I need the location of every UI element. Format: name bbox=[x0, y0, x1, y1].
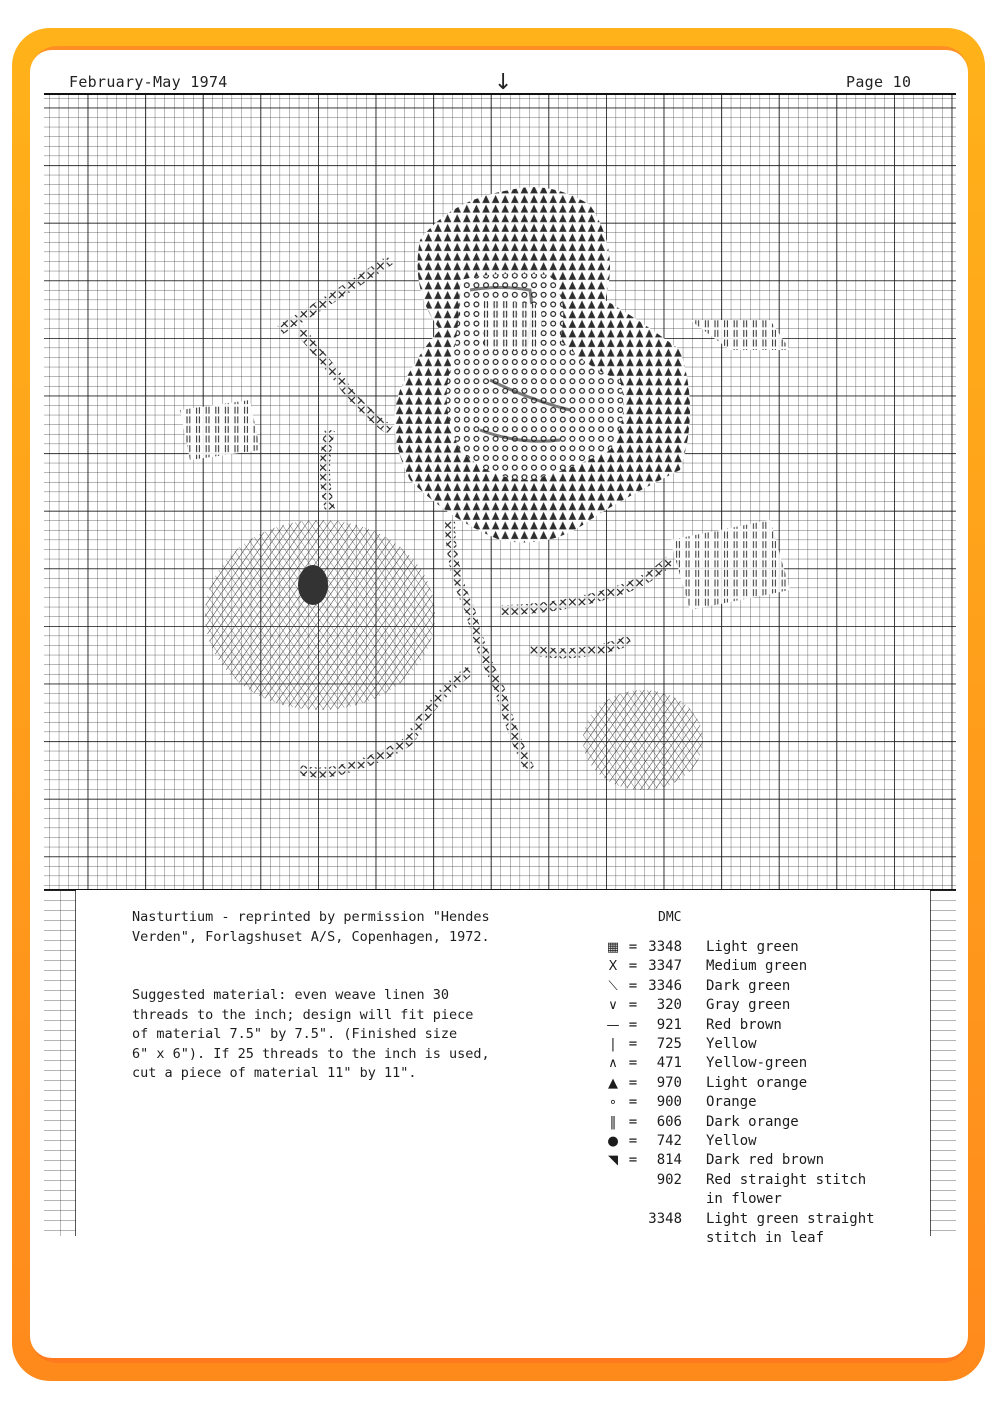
legend-row bbox=[600, 938, 940, 957]
legend-color-name: Yellow bbox=[706, 1133, 757, 1150]
scanned-page bbox=[30, 50, 968, 1358]
page-number: Page 10 bbox=[846, 73, 912, 91]
legend-color-name: Gray green bbox=[706, 997, 791, 1014]
margin-grid-left bbox=[44, 890, 76, 1236]
legend-row bbox=[600, 1035, 940, 1054]
legend-color-name: Yellow-green bbox=[706, 1055, 808, 1072]
legend-row bbox=[600, 1151, 940, 1170]
legend-dmc-code: 3346 bbox=[648, 977, 682, 994]
legend-equals: = bbox=[628, 1055, 638, 1072]
legend-dmc-code: 3347 bbox=[648, 958, 682, 975]
material-note: Suggested material: even weave linen 30 threads to the inch; design will fit piece of material 7.5" by 7.5". (Finished size 6" x 6"). If 25 threads to the inch is used, cut a piece of material 11" by 11". bbox=[132, 987, 490, 1081]
legend-equals: = bbox=[628, 1016, 638, 1033]
cross-icon: X bbox=[608, 959, 618, 975]
legend-row bbox=[600, 1113, 940, 1132]
double-bar-icon: ‖ bbox=[609, 1114, 617, 1130]
legend-row bbox=[600, 1054, 940, 1073]
dot-icon: ● bbox=[607, 1134, 619, 1150]
legend-dmc-code: 742 bbox=[656, 1133, 682, 1150]
legend-equals: = bbox=[628, 1113, 638, 1130]
legend-color-name: Light green bbox=[706, 939, 799, 955]
triangle-icon: ▲ bbox=[608, 1075, 618, 1091]
legend-equals: = bbox=[628, 958, 638, 975]
legend-row bbox=[600, 1093, 940, 1112]
legend-color-name: Dark orange bbox=[706, 1113, 799, 1130]
caret-icon: ∧ bbox=[608, 1056, 618, 1072]
legend-dmc-code: 970 bbox=[656, 1074, 682, 1091]
legend-dmc-code: 921 bbox=[656, 1016, 682, 1033]
dash-icon: — bbox=[606, 1017, 620, 1033]
legend-row bbox=[600, 1074, 940, 1093]
solid-square-icon: ▦ bbox=[606, 940, 620, 955]
legend-color-name: Red brown bbox=[706, 1016, 782, 1033]
legend-equals: = bbox=[628, 1133, 638, 1150]
legend-equals: = bbox=[628, 1152, 638, 1169]
legend-color-name: Light green straight stitch in leaf bbox=[706, 1210, 875, 1247]
legend-dmc-code: 606 bbox=[656, 1113, 682, 1130]
legend-color-name: Yellow bbox=[706, 1036, 757, 1053]
legend-equals: = bbox=[628, 1074, 638, 1091]
legend-dmc-code: 814 bbox=[656, 1152, 682, 1169]
legend-row bbox=[600, 996, 940, 1015]
legend-row bbox=[600, 957, 940, 976]
center-arrow-icon: ↓ bbox=[494, 70, 513, 95]
legend-dmc-code: 3348 bbox=[648, 939, 682, 955]
vee-icon: ∨ bbox=[608, 998, 618, 1014]
legend-heading: DMC bbox=[658, 910, 682, 925]
legend-color-name: Medium green bbox=[706, 958, 808, 975]
legend-equals: = bbox=[628, 1094, 638, 1111]
legend-color-name: Orange bbox=[706, 1094, 757, 1111]
corner-triangle-icon: ◥ bbox=[608, 1153, 618, 1169]
legend-dmc-code: 320 bbox=[656, 997, 682, 1014]
bar-icon: | bbox=[610, 1037, 616, 1053]
legend-dmc-code: 902 bbox=[656, 1171, 682, 1188]
legend-color-name: Red straight stitch in flower bbox=[706, 1171, 867, 1208]
small-circle-icon: ∘ bbox=[608, 1095, 618, 1111]
thread-legend bbox=[600, 938, 940, 1249]
legend-row bbox=[600, 1016, 940, 1035]
legend-color-name: Dark green bbox=[706, 977, 791, 994]
legend-dmc-code: 900 bbox=[656, 1094, 682, 1111]
issue-date: February-May 1974 bbox=[69, 73, 228, 91]
legend-equals: = bbox=[628, 997, 638, 1014]
legend-dmc-code: 725 bbox=[656, 1036, 682, 1053]
legend-equals: = bbox=[628, 939, 638, 955]
legend-dmc-code: 471 bbox=[656, 1055, 682, 1072]
legend-color-name: Light orange bbox=[706, 1074, 808, 1091]
legend-equals: = bbox=[628, 1036, 638, 1053]
backslash-icon: ⟍ bbox=[608, 978, 618, 994]
legend-row bbox=[600, 977, 940, 996]
legend-equals: = bbox=[628, 977, 638, 994]
legend-row bbox=[600, 1132, 940, 1151]
legend-row bbox=[600, 1171, 940, 1210]
credit-note: Nasturtium - reprinted by permission "Hendes Verden", Forlagshuset A/S, Copenhagen, 1972. bbox=[132, 909, 490, 945]
legend-row bbox=[600, 1210, 940, 1249]
legend-color-name: Dark red brown bbox=[706, 1152, 825, 1169]
legend-dmc-code: 3348 bbox=[648, 1210, 682, 1227]
